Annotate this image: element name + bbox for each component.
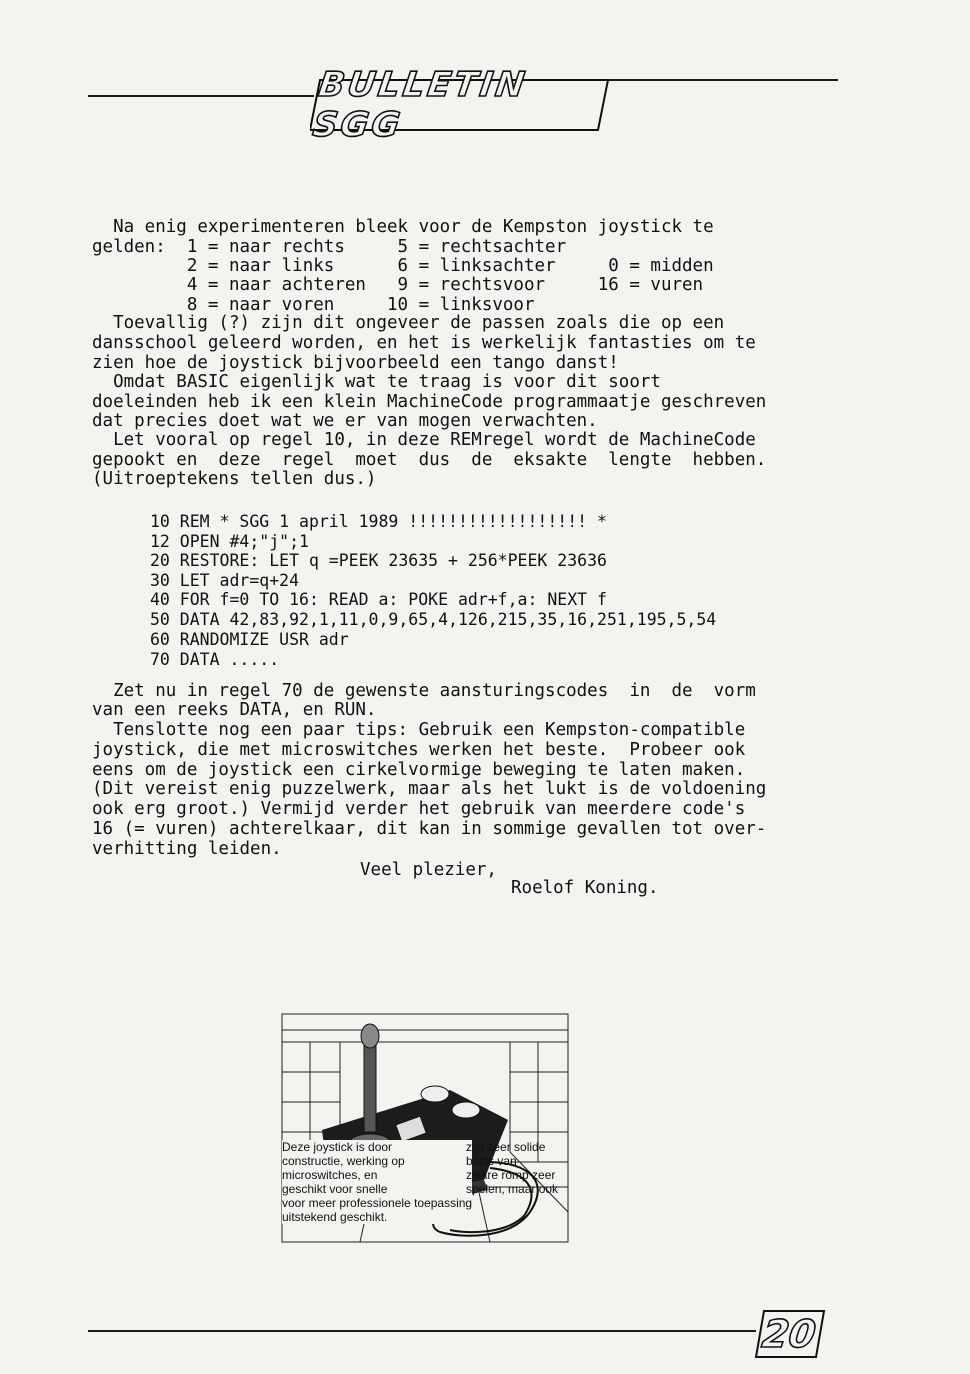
- text-line: ook erg groot.) Vermijd verder het gebruik van meerdere code's: [92, 799, 746, 819]
- text-line: eens om de joystick een cirkelvormige beweging te laten maken.: [92, 760, 746, 780]
- text-line: 8 = naar voren 10 = linksvoor: [92, 295, 535, 315]
- text-line: gepookt en deze regel moet dus de eksakte lengte hebben.: [92, 450, 767, 470]
- text-line: Let vooral op regel 10, in deze REMregel wordt de MachineCode: [92, 430, 756, 450]
- intro-text: [92, 218, 852, 498]
- footer-rule: [88, 1330, 756, 1332]
- text-line: zien hoe de joystick bijvoorbeeld een tango danst!: [92, 353, 619, 373]
- text-line: Toevallig (?) zijn dit ongeveer de passen zoals die op een: [92, 313, 725, 333]
- code-line: 70 DATA .....: [150, 650, 280, 669]
- text-line: (Dit vereist enig puzzelwerk, maar als het lukt is de voldoening: [92, 779, 767, 799]
- text-line: gelden: 1 = naar rechts 5 = rechtsachter: [92, 237, 567, 257]
- caption-right: zijn zeer solide basis van zware romp zeer spelen, maar ook: [466, 1140, 559, 1196]
- text-line: 16 (= vuren) achterelkaar, dit kan in sommige gevallen tot over-: [92, 819, 767, 839]
- code-line: 12 OPEN #4;"j";1: [150, 532, 309, 551]
- text-line: dat precies doet wat we er van mogen verwachten.: [92, 411, 598, 431]
- code-line: 20 RESTORE: LET q =PEEK 23635 + 256*PEEK 23636: [150, 551, 607, 570]
- page-number: 20: [759, 1312, 819, 1356]
- header-rule-right: [606, 79, 838, 81]
- text-line: 2 = naar links 6 = linksachter 0 = midden: [92, 256, 714, 276]
- text-line: Omdat BASIC eigenlijk wat te traag is voor dit soort: [92, 372, 661, 392]
- code-line: 30 LET adr=q+24: [150, 571, 300, 590]
- greeting: Veel plezier,: [360, 860, 497, 880]
- code-line: 40 FOR f=0 TO 16: READ a: POKE adr+f,a: NEXT f: [150, 590, 607, 609]
- code-line: 50 DATA 42,83,92,1,11,0,9,65,4,126,215,35,16,251,195,5,54: [150, 610, 717, 629]
- text-line: Tenslotte nog een paar tips: Gebruik een Kempston-compatible: [92, 720, 746, 740]
- code-line: 10 REM * SGG 1 april 1989 !!!!!!!!!!!!!!!!!! *: [150, 512, 607, 531]
- code-line: 60 RANDOMIZE USR adr: [150, 630, 349, 649]
- text-line: doeleinden heb ik een klein MachineCode programmaatje geschreven: [92, 392, 767, 412]
- header-rule-left: [88, 95, 314, 97]
- text-line: joystick, die met microswitches werken het beste. Probeer ook: [92, 740, 746, 760]
- author-name: Roelof Koning.: [511, 878, 659, 898]
- basic-listing: [150, 512, 830, 672]
- joystick-illustration: [280, 1012, 570, 1244]
- text-line: verhitting leiden.: [92, 839, 282, 859]
- text-line: dansschool geleerd worden, en het is werkelijk fantasties om te: [92, 333, 756, 353]
- text-line: van een reeks DATA, en RUN.: [92, 700, 377, 720]
- text-line: (Uitroeptekens tellen dus.): [92, 469, 377, 489]
- outro-text: [92, 682, 852, 862]
- masthead-title: BULLETIN SGG: [310, 65, 531, 145]
- caption-left: Deze joystick is door constructie, werking op microswitches, en geschikt voor snelle voor meer professionele toepassing uitstekend geschikt.: [282, 1140, 473, 1224]
- text-line: Zet nu in regel 70 de gewenste aansturingscodes in de vorm: [92, 681, 756, 701]
- text-line: 4 = naar achteren 9 = rechtsvoor 16 = vuren: [92, 275, 704, 295]
- text-line: Na enig experimenteren bleek voor de Kempston joystick te: [92, 217, 714, 237]
